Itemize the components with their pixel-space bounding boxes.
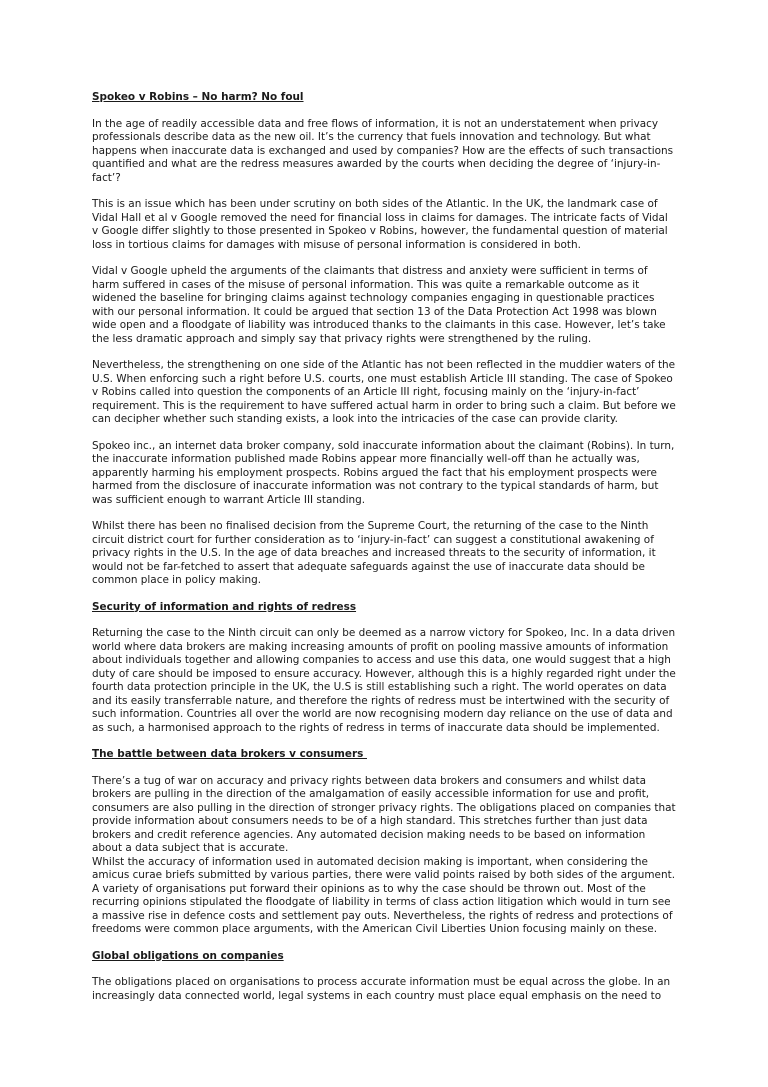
section-heading-security: Security of information and rights of redress <box>92 600 357 613</box>
intro-paragraph-4: Nevertheless, the strengthening on one side of the Atlantic has not been reflected in the muddier waters of the U.S. When enforcing such a right before U.S. courts, one must establish Article III standing. The case of Spokeo v Robins called into question the components of an Article III right, focusing mainly on the ‘injury-in-fact’ requirement. This is the requirement to have suffered actual harm in order to bring such a claim. But before we can decipher whether such standing exists, a look into the intricacies of the case can provide clarity. <box>92 359 676 425</box>
intro-paragraph-6: Whilst there has been no finalised decision from the Supreme Court, the returning of the case to the Ninth circuit district court for further consideration as to ‘injury-in-fact’ can suggest a constitutional awakening of privacy rights in the U.S. In the age of data breaches and increased threats to the security of information, it would not be far-fetched to assert that adequate safeguards against the use of inaccurate data should be common place in policy making. <box>92 520 656 586</box>
security-paragraph-1: Returning the case to the Ninth circuit can only be deemed as a narrow victory for Spokeo, Inc. In a data driven world where data brokers are making increasing amounts of profit on pooling massive amounts of information about individuals together and allowing companies to access and use this data, one would suggest that a high duty of care should be imposed to ensure accuracy. However, although this is a highly regarded right under the fourth data protection principle in the UK, the U.S is still establishing such a right. The world operates on data and its easily transferrable nature, and therefore the rights of redress must be intertwined with the security of such information. Countries all over the world are now recognising modern day reliance on the use of data and as such, a harmonised approach to the rights of redress in terms of inaccurate data should be implemented. <box>92 627 676 734</box>
battle-paragraph-1: There’s a tug of war on accuracy and privacy rights between data brokers and consumers and whilst data brokers are pulling in the direction of the amalgamation of easily accessible information for use and profit, consumers are also pulling in the direction of stronger privacy rights. The obligations placed on companies that provide information about consumers needs to be of a high standard. This stretches further than just data brokers and credit reference agencies. Any automated decision making needs to be based on information about a data subject that is accurate. <box>92 774 676 854</box>
intro-paragraph-5: Spokeo inc., an internet data broker company, sold inaccurate information about the claimant (Robins). In turn, the inaccurate information published made Robins appear more financially well-off than he actually was, apparently harming his employment prospects. Robins argued the fact that his employment prospects were harmed from the disclosure of inaccurate information was not contrary to the typical standards of harm, but was sufficient enough to warrant Article III standing. <box>92 439 675 506</box>
section-heading-global: Global obligations on companies <box>92 949 284 962</box>
intro-paragraph-1: In the age of readily accessible data and free flows of information, it is not an understatement when privacy professionals describe data as the new oil. It’s the currency that fuels innovation and technology. But what happens when inaccurate data is exchanged and used by companies? How are the effects of such transactions quantified and what are the redress measures awarded by the courts when deciding the degree of ‘injury-in-fact’? <box>92 117 674 184</box>
global-paragraph-1: The obligations placed on organisations to process accurate information must be equal across the globe. In an increasingly data connected world, legal systems in each country must place equal emphasis on the need to <box>92 976 671 1002</box>
section-heading-battle: The battle between data brokers v consumers <box>92 748 367 760</box>
intro-paragraph-3: Vidal v Google upheld the arguments of the claimants that distress and anxiety were sufficient in terms of harm suffered in cases of the misuse of personal information. This was quite a remarkable outcome as it widened the baseline for bringing claims against technology companies engaging in questionable practices with our personal information. It could be argued that section 13 of the Data Protection Act 1998 was blown wide open and a floodgate of liability was introduced thanks to the claimants in this case. However, let’s take the less dramatic approach and simply say that privacy rights were strengthened by the ruling. <box>92 265 666 345</box>
document-title: Spokeo v Robins – No harm? No foul <box>92 91 304 103</box>
document-page <box>92 91 676 1016</box>
battle-paragraph-2: Whilst the accuracy of information used in automated decision making is important, when considering the amicus curae briefs submitted by various parties, there were valid points raised by both sides of the argument. A variety of organisations put forward their opinions as to why the case should be thrown out. Most of the recurring opinions stipulated the floodgate of liability in terms of class action litigation which would in turn see a massive rise in defence costs and settlement pay outs. Nevertheless, the rights of redress and protections of freedoms were common place arguments, with the American Civil Liberties Union focusing mainly on these. <box>92 855 676 935</box>
intro-paragraph-2: This is an issue which has been under scrutiny on both sides of the Atlantic. In the UK, the landmark case of Vidal Hall et al v Google removed the need for financial loss in claims for damages. The intricate facts of Vidal v Google differ slightly to those presented in Spokeo v Robins, however, the fundamental question of material loss in tortious claims for damages with misuse of personal information is considered in both. <box>92 198 668 251</box>
